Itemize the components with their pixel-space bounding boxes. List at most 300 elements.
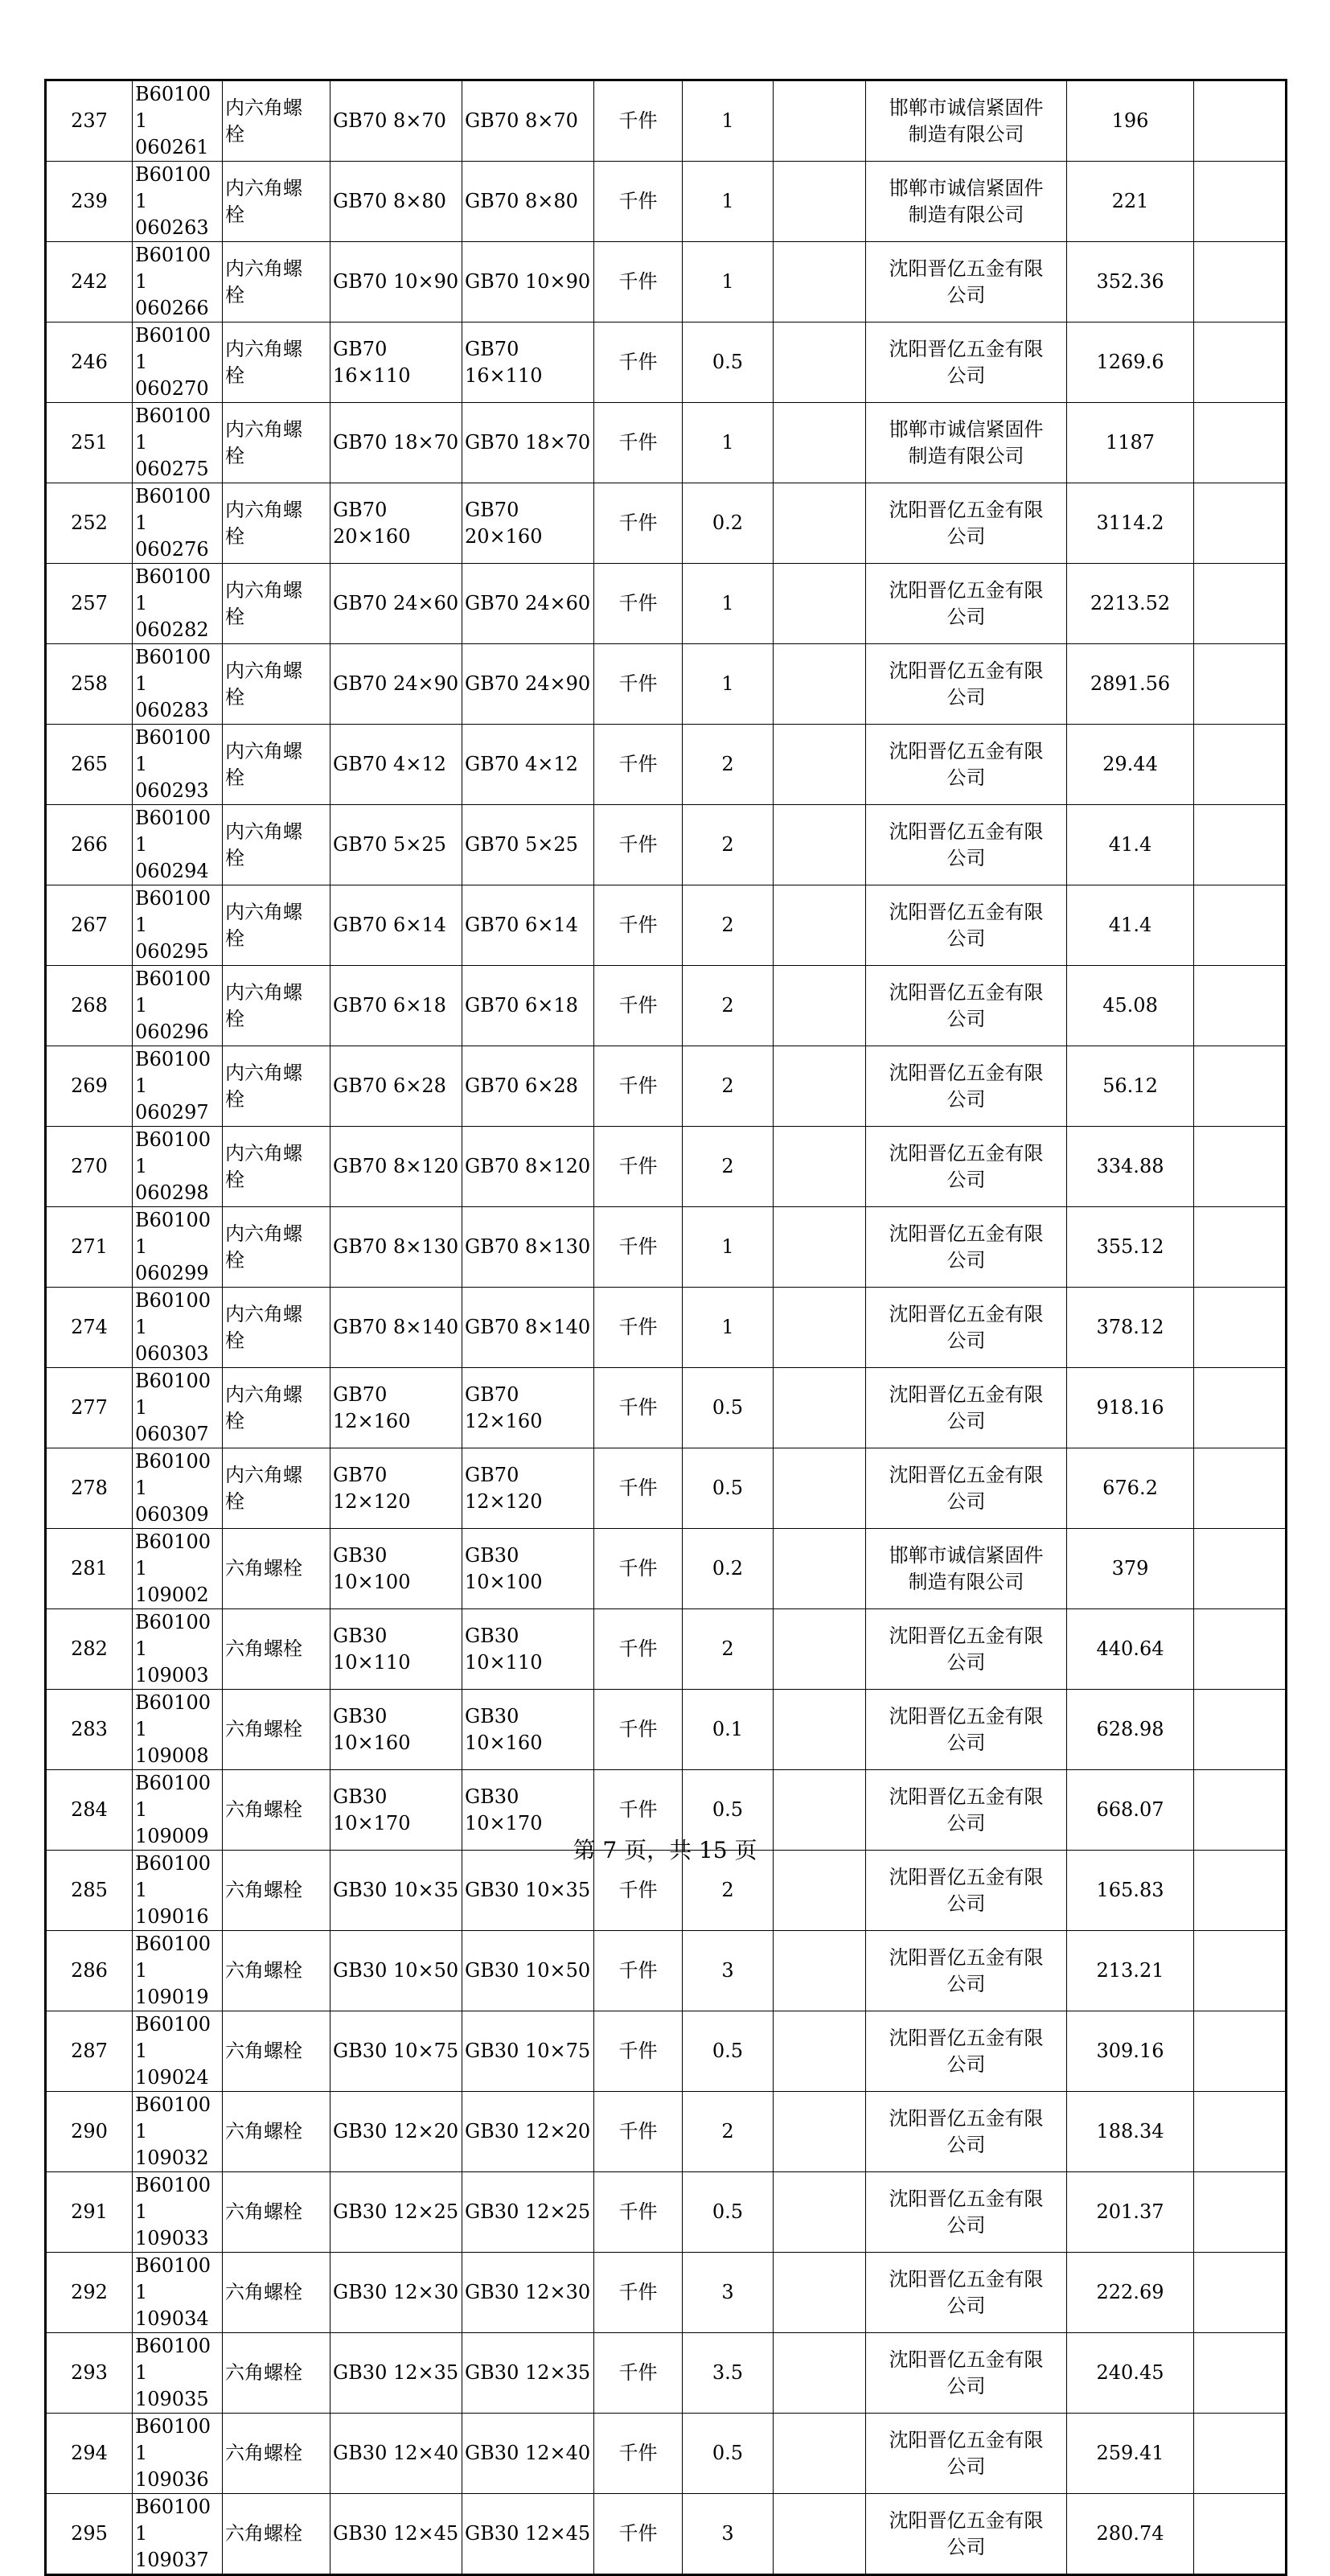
cell-price: 196 — [1067, 80, 1194, 162]
cell-material-code: B601001 060270 — [133, 323, 223, 403]
cell-remark — [1194, 323, 1287, 403]
cell-model: GB70 8×140 — [462, 1288, 594, 1368]
cell-empty — [774, 1288, 866, 1368]
cell-supplier: 沈阳晋亿五金有限 公司 — [866, 1690, 1067, 1770]
cell-empty — [774, 2414, 866, 2494]
cell-supplier: 沈阳晋亿五金有限 公司 — [866, 1448, 1067, 1529]
cell-material-name: 六角螺栓 — [223, 1609, 330, 1690]
cell-remark — [1194, 1368, 1287, 1448]
cell-model: GB70 8×80 — [462, 162, 594, 242]
cell-price: 628.98 — [1067, 1690, 1194, 1770]
cell-serial-no: 285 — [46, 1851, 133, 1931]
cell-specification: GB30 10×75 — [330, 2011, 462, 2092]
cell-empty — [774, 564, 866, 644]
cell-unit: 千件 — [594, 2494, 683, 2575]
table-row — [46, 2333, 1287, 2414]
cell-quantity: 1 — [683, 242, 774, 323]
cell-unit: 千件 — [594, 966, 683, 1046]
cell-specification: GB70 16×110 — [330, 323, 462, 403]
cell-remark — [1194, 2092, 1287, 2172]
cell-material-name: 六角螺栓 — [223, 1529, 330, 1609]
cell-supplier: 沈阳晋亿五金有限 公司 — [866, 2414, 1067, 2494]
cell-quantity: 2 — [683, 725, 774, 805]
cell-material-name: 内六角螺 栓 — [223, 564, 330, 644]
cell-unit: 千件 — [594, 403, 683, 483]
cell-empty — [774, 644, 866, 725]
cell-price: 259.41 — [1067, 2414, 1194, 2494]
cell-remark — [1194, 564, 1287, 644]
cell-unit: 千件 — [594, 1529, 683, 1609]
cell-supplier: 沈阳晋亿五金有限 公司 — [866, 2494, 1067, 2575]
cell-model: GB30 10×100 — [462, 1529, 594, 1609]
cell-unit: 千件 — [594, 1609, 683, 1690]
table-body — [46, 80, 1287, 2575]
cell-remark — [1194, 1931, 1287, 2011]
cell-supplier: 沈阳晋亿五金有限 公司 — [866, 2253, 1067, 2333]
cell-model: GB30 10×35 — [462, 1851, 594, 1931]
cell-material-name: 内六角螺 栓 — [223, 1448, 330, 1529]
cell-serial-no: 267 — [46, 885, 133, 966]
cell-unit: 千件 — [594, 1770, 683, 1851]
cell-unit: 千件 — [594, 242, 683, 323]
cell-material-code: B601001 109003 — [133, 1609, 223, 1690]
cell-quantity: 1 — [683, 644, 774, 725]
cell-material-name: 内六角螺 栓 — [223, 80, 330, 162]
cell-supplier: 沈阳晋亿五金有限 公司 — [866, 885, 1067, 966]
cell-unit: 千件 — [594, 2092, 683, 2172]
cell-empty — [774, 403, 866, 483]
cell-model: GB70 12×160 — [462, 1368, 594, 1448]
cell-unit: 千件 — [594, 2253, 683, 2333]
cell-specification: GB30 10×170 — [330, 1770, 462, 1851]
cell-serial-no: 271 — [46, 1207, 133, 1288]
cell-unit: 千件 — [594, 644, 683, 725]
cell-specification: GB70 8×140 — [330, 1288, 462, 1368]
cell-price: 41.4 — [1067, 885, 1194, 966]
cell-serial-no: 274 — [46, 1288, 133, 1368]
cell-material-name: 内六角螺 栓 — [223, 323, 330, 403]
cell-remark — [1194, 2011, 1287, 2092]
cell-serial-no: 291 — [46, 2172, 133, 2253]
cell-price: 668.07 — [1067, 1770, 1194, 1851]
cell-remark — [1194, 2172, 1287, 2253]
cell-empty — [774, 80, 866, 162]
cell-unit: 千件 — [594, 1288, 683, 1368]
cell-material-code: B601001 109024 — [133, 2011, 223, 2092]
cell-quantity: 1 — [683, 162, 774, 242]
cell-price: 213.21 — [1067, 1931, 1194, 2011]
cell-material-code: B601001 109009 — [133, 1770, 223, 1851]
cell-unit: 千件 — [594, 1931, 683, 2011]
table-row — [46, 1046, 1287, 1127]
cell-empty — [774, 1127, 866, 1207]
cell-specification: GB70 24×90 — [330, 644, 462, 725]
cell-quantity: 1 — [683, 564, 774, 644]
cell-supplier: 沈阳晋亿五金有限 公司 — [866, 1609, 1067, 1690]
cell-supplier: 沈阳晋亿五金有限 公司 — [866, 725, 1067, 805]
cell-empty — [774, 966, 866, 1046]
cell-material-code: B601001 060307 — [133, 1368, 223, 1448]
cell-material-code: B601001 060295 — [133, 885, 223, 966]
cell-quantity: 0.5 — [683, 323, 774, 403]
cell-quantity: 1 — [683, 80, 774, 162]
cell-serial-no: 251 — [46, 403, 133, 483]
cell-specification: GB30 10×35 — [330, 1851, 462, 1931]
cell-unit: 千件 — [594, 1207, 683, 1288]
cell-empty — [774, 1931, 866, 2011]
cell-specification: GB70 8×120 — [330, 1127, 462, 1207]
cell-model: GB30 10×75 — [462, 2011, 594, 2092]
price-table — [44, 79, 1287, 2576]
cell-specification: GB30 10×50 — [330, 1931, 462, 2011]
cell-serial-no: 281 — [46, 1529, 133, 1609]
cell-material-code: B601001 060298 — [133, 1127, 223, 1207]
cell-quantity: 0.5 — [683, 2414, 774, 2494]
cell-empty — [774, 162, 866, 242]
cell-model: GB70 8×120 — [462, 1127, 594, 1207]
table-row — [46, 564, 1287, 644]
table-row — [46, 1368, 1287, 1448]
cell-material-name: 内六角螺 栓 — [223, 805, 330, 885]
cell-unit: 千件 — [594, 162, 683, 242]
cell-material-code: B601001 060309 — [133, 1448, 223, 1529]
cell-empty — [774, 242, 866, 323]
cell-specification: GB70 20×160 — [330, 483, 462, 564]
cell-serial-no: 292 — [46, 2253, 133, 2333]
cell-material-code: B601001 060261 — [133, 80, 223, 162]
cell-supplier: 沈阳晋亿五金有限 公司 — [866, 1368, 1067, 1448]
cell-model: GB70 6×28 — [462, 1046, 594, 1127]
cell-quantity: 2 — [683, 805, 774, 885]
cell-material-code: B601001 060282 — [133, 564, 223, 644]
cell-serial-no: 257 — [46, 564, 133, 644]
cell-specification: GB70 4×12 — [330, 725, 462, 805]
table-row — [46, 2253, 1287, 2333]
cell-specification: GB70 12×120 — [330, 1448, 462, 1529]
cell-material-code: B601001 109002 — [133, 1529, 223, 1609]
cell-empty — [774, 483, 866, 564]
cell-material-code: B601001 109036 — [133, 2414, 223, 2494]
cell-specification: GB70 18×70 — [330, 403, 462, 483]
cell-material-name: 六角螺栓 — [223, 2414, 330, 2494]
cell-serial-no: 290 — [46, 2092, 133, 2172]
cell-model: GB30 12×35 — [462, 2333, 594, 2414]
cell-price: 676.2 — [1067, 1448, 1194, 1529]
cell-specification: GB30 12×40 — [330, 2414, 462, 2494]
cell-empty — [774, 2011, 866, 2092]
cell-quantity: 0.5 — [683, 2172, 774, 2253]
cell-material-code: B601001 060283 — [133, 644, 223, 725]
cell-empty — [774, 2253, 866, 2333]
cell-model: GB70 6×14 — [462, 885, 594, 966]
table-row — [46, 1288, 1287, 1368]
cell-unit: 千件 — [594, 1127, 683, 1207]
cell-specification: GB30 10×110 — [330, 1609, 462, 1690]
cell-model: GB70 6×18 — [462, 966, 594, 1046]
cell-price: 440.64 — [1067, 1609, 1194, 1690]
cell-supplier: 沈阳晋亿五金有限 公司 — [866, 2011, 1067, 2092]
table-row — [46, 2092, 1287, 2172]
cell-supplier: 沈阳晋亿五金有限 公司 — [866, 1931, 1067, 2011]
cell-supplier: 邯郸市诚信紧固件 制造有限公司 — [866, 1529, 1067, 1609]
cell-quantity: 1 — [683, 1288, 774, 1368]
cell-serial-no: 269 — [46, 1046, 133, 1127]
cell-material-code: B601001 109034 — [133, 2253, 223, 2333]
cell-material-code: B601001 109033 — [133, 2172, 223, 2253]
cell-material-code: B601001 109008 — [133, 1690, 223, 1770]
cell-unit: 千件 — [594, 564, 683, 644]
cell-material-code: B601001 109016 — [133, 1851, 223, 1931]
cell-material-name: 内六角螺 栓 — [223, 1368, 330, 1448]
cell-quantity: 2 — [683, 1851, 774, 1931]
cell-serial-no: 265 — [46, 725, 133, 805]
cell-supplier: 沈阳晋亿五金有限 公司 — [866, 1046, 1067, 1127]
table-row — [46, 483, 1287, 564]
cell-unit: 千件 — [594, 885, 683, 966]
cell-serial-no: 282 — [46, 1609, 133, 1690]
cell-model: GB70 24×90 — [462, 644, 594, 725]
cell-supplier: 沈阳晋亿五金有限 公司 — [866, 564, 1067, 644]
cell-specification: GB30 12×30 — [330, 2253, 462, 2333]
cell-unit: 千件 — [594, 483, 683, 564]
cell-price: 355.12 — [1067, 1207, 1194, 1288]
cell-price: 378.12 — [1067, 1288, 1194, 1368]
cell-empty — [774, 1207, 866, 1288]
cell-specification: GB70 8×70 — [330, 80, 462, 162]
cell-model: GB30 10×160 — [462, 1690, 594, 1770]
cell-empty — [774, 2092, 866, 2172]
cell-material-code: B601001 060276 — [133, 483, 223, 564]
table-row — [46, 805, 1287, 885]
cell-price: 2213.52 — [1067, 564, 1194, 644]
cell-price: 379 — [1067, 1529, 1194, 1609]
cell-serial-no: 283 — [46, 1690, 133, 1770]
cell-supplier: 沈阳晋亿五金有限 公司 — [866, 242, 1067, 323]
cell-remark — [1194, 2333, 1287, 2414]
cell-price: 165.83 — [1067, 1851, 1194, 1931]
cell-supplier: 沈阳晋亿五金有限 公司 — [866, 483, 1067, 564]
cell-quantity: 2 — [683, 885, 774, 966]
cell-serial-no: 266 — [46, 805, 133, 885]
cell-material-code: B601001 060266 — [133, 242, 223, 323]
cell-quantity: 0.1 — [683, 1690, 774, 1770]
cell-price: 1269.6 — [1067, 323, 1194, 403]
cell-unit: 千件 — [594, 1690, 683, 1770]
cell-material-code: B601001 060263 — [133, 162, 223, 242]
cell-material-code: B601001 060303 — [133, 1288, 223, 1368]
table-row — [46, 1207, 1287, 1288]
cell-empty — [774, 323, 866, 403]
cell-supplier: 邯郸市诚信紧固件 制造有限公司 — [866, 80, 1067, 162]
cell-quantity: 0.2 — [683, 483, 774, 564]
cell-supplier: 沈阳晋亿五金有限 公司 — [866, 644, 1067, 725]
cell-remark — [1194, 725, 1287, 805]
cell-remark — [1194, 1046, 1287, 1127]
cell-material-code: B601001 060293 — [133, 725, 223, 805]
cell-supplier: 沈阳晋亿五金有限 公司 — [866, 323, 1067, 403]
cell-specification: GB30 12×20 — [330, 2092, 462, 2172]
cell-unit: 千件 — [594, 1368, 683, 1448]
table-row — [46, 80, 1287, 162]
cell-specification: GB70 12×160 — [330, 1368, 462, 1448]
cell-serial-no: 268 — [46, 966, 133, 1046]
cell-price: 334.88 — [1067, 1127, 1194, 1207]
cell-material-code: B601001 109019 — [133, 1931, 223, 2011]
table-row — [46, 2011, 1287, 2092]
cell-model: GB70 4×12 — [462, 725, 594, 805]
cell-specification: GB70 8×130 — [330, 1207, 462, 1288]
cell-serial-no: 270 — [46, 1127, 133, 1207]
cell-model: GB70 20×160 — [462, 483, 594, 564]
cell-material-code: B601001 060275 — [133, 403, 223, 483]
cell-serial-no: 239 — [46, 162, 133, 242]
cell-serial-no: 258 — [46, 644, 133, 725]
cell-remark — [1194, 1529, 1287, 1609]
cell-model: GB30 12×40 — [462, 2414, 594, 2494]
cell-material-code: B601001 109035 — [133, 2333, 223, 2414]
cell-supplier: 沈阳晋亿五金有限 公司 — [866, 1770, 1067, 1851]
cell-unit: 千件 — [594, 2172, 683, 2253]
cell-material-code: B601001 060299 — [133, 1207, 223, 1288]
table-row — [46, 885, 1287, 966]
cell-price: 188.34 — [1067, 2092, 1194, 2172]
cell-unit: 千件 — [594, 2414, 683, 2494]
cell-model: GB30 10×170 — [462, 1770, 594, 1851]
cell-model: GB70 8×70 — [462, 80, 594, 162]
cell-supplier: 沈阳晋亿五金有限 公司 — [866, 1127, 1067, 1207]
table-row — [46, 1931, 1287, 2011]
cell-material-code: B601001 109037 — [133, 2494, 223, 2575]
cell-price: 3114.2 — [1067, 483, 1194, 564]
cell-serial-no: 286 — [46, 1931, 133, 2011]
cell-supplier: 沈阳晋亿五金有限 公司 — [866, 966, 1067, 1046]
cell-specification: GB70 8×80 — [330, 162, 462, 242]
cell-serial-no: 284 — [46, 1770, 133, 1851]
table-row — [46, 2414, 1287, 2494]
cell-remark — [1194, 403, 1287, 483]
cell-serial-no: 278 — [46, 1448, 133, 1529]
cell-quantity: 2 — [683, 966, 774, 1046]
cell-material-name: 六角螺栓 — [223, 2092, 330, 2172]
cell-supplier: 沈阳晋亿五金有限 公司 — [866, 1207, 1067, 1288]
page-footer: 第 7 页，共 15 页 — [573, 1837, 757, 1863]
cell-specification: GB70 24×60 — [330, 564, 462, 644]
cell-price: 221 — [1067, 162, 1194, 242]
cell-quantity: 0.2 — [683, 1529, 774, 1609]
cell-model: GB70 8×130 — [462, 1207, 594, 1288]
cell-specification: GB30 10×100 — [330, 1529, 462, 1609]
cell-material-name: 内六角螺 栓 — [223, 1046, 330, 1127]
cell-remark — [1194, 1288, 1287, 1368]
cell-unit: 千件 — [594, 1046, 683, 1127]
cell-specification: GB30 10×160 — [330, 1690, 462, 1770]
cell-price: 2891.56 — [1067, 644, 1194, 725]
cell-price: 222.69 — [1067, 2253, 1194, 2333]
cell-supplier: 沈阳晋亿五金有限 公司 — [866, 1851, 1067, 1931]
cell-remark — [1194, 1609, 1287, 1690]
cell-material-name: 六角螺栓 — [223, 2253, 330, 2333]
cell-unit: 千件 — [594, 80, 683, 162]
cell-specification: GB70 10×90 — [330, 242, 462, 323]
cell-supplier: 沈阳晋亿五金有限 公司 — [866, 2172, 1067, 2253]
cell-serial-no: 252 — [46, 483, 133, 564]
cell-model: GB30 12×45 — [462, 2494, 594, 2575]
cell-remark — [1194, 1207, 1287, 1288]
cell-model: GB30 12×25 — [462, 2172, 594, 2253]
table-row — [46, 2172, 1287, 2253]
cell-empty — [774, 2172, 866, 2253]
cell-quantity: 1 — [683, 1207, 774, 1288]
cell-quantity: 3 — [683, 1931, 774, 2011]
cell-price: 1187 — [1067, 403, 1194, 483]
cell-empty — [774, 725, 866, 805]
cell-quantity: 1 — [683, 403, 774, 483]
cell-material-name: 六角螺栓 — [223, 2011, 330, 2092]
table-row — [46, 1529, 1287, 1609]
table-row — [46, 966, 1287, 1046]
cell-material-code: B601001 060294 — [133, 805, 223, 885]
cell-price: 352.36 — [1067, 242, 1194, 323]
cell-empty — [774, 1448, 866, 1529]
cell-serial-no: 237 — [46, 80, 133, 162]
cell-material-name: 内六角螺 栓 — [223, 1288, 330, 1368]
cell-model: GB30 12×30 — [462, 2253, 594, 2333]
cell-empty — [774, 805, 866, 885]
cell-material-name: 内六角螺 栓 — [223, 725, 330, 805]
cell-price: 45.08 — [1067, 966, 1194, 1046]
cell-price: 280.74 — [1067, 2494, 1194, 2575]
table-row — [46, 2494, 1287, 2575]
cell-quantity: 3 — [683, 2253, 774, 2333]
cell-unit: 千件 — [594, 2011, 683, 2092]
cell-specification: GB70 6×14 — [330, 885, 462, 966]
table-row — [46, 242, 1287, 323]
cell-material-name: 六角螺栓 — [223, 1690, 330, 1770]
cell-material-name: 六角螺栓 — [223, 1851, 330, 1931]
cell-specification: GB70 6×28 — [330, 1046, 462, 1127]
cell-serial-no: 246 — [46, 323, 133, 403]
cell-quantity: 0.5 — [683, 2011, 774, 2092]
cell-material-name: 六角螺栓 — [223, 1770, 330, 1851]
table-row — [46, 1448, 1287, 1529]
cell-material-name: 内六角螺 栓 — [223, 242, 330, 323]
cell-remark — [1194, 1127, 1287, 1207]
cell-remark — [1194, 966, 1287, 1046]
cell-empty — [774, 2333, 866, 2414]
cell-empty — [774, 885, 866, 966]
cell-price: 41.4 — [1067, 805, 1194, 885]
cell-unit: 千件 — [594, 805, 683, 885]
cell-empty — [774, 1529, 866, 1609]
cell-serial-no: 295 — [46, 2494, 133, 2575]
cell-supplier: 沈阳晋亿五金有限 公司 — [866, 805, 1067, 885]
cell-quantity: 0.5 — [683, 1448, 774, 1529]
table-row — [46, 1127, 1287, 1207]
table-row — [46, 725, 1287, 805]
cell-material-name: 内六角螺 栓 — [223, 403, 330, 483]
cell-material-name: 内六角螺 栓 — [223, 1207, 330, 1288]
cell-unit: 千件 — [594, 1851, 683, 1931]
cell-remark — [1194, 2414, 1287, 2494]
cell-empty — [774, 1046, 866, 1127]
cell-model: GB70 12×120 — [462, 1448, 594, 1529]
cell-material-name: 内六角螺 栓 — [223, 483, 330, 564]
cell-price: 918.16 — [1067, 1368, 1194, 1448]
cell-supplier: 邯郸市诚信紧固件 制造有限公司 — [866, 403, 1067, 483]
cell-model: GB30 10×50 — [462, 1931, 594, 2011]
cell-remark — [1194, 1690, 1287, 1770]
cell-model: GB30 12×20 — [462, 2092, 594, 2172]
